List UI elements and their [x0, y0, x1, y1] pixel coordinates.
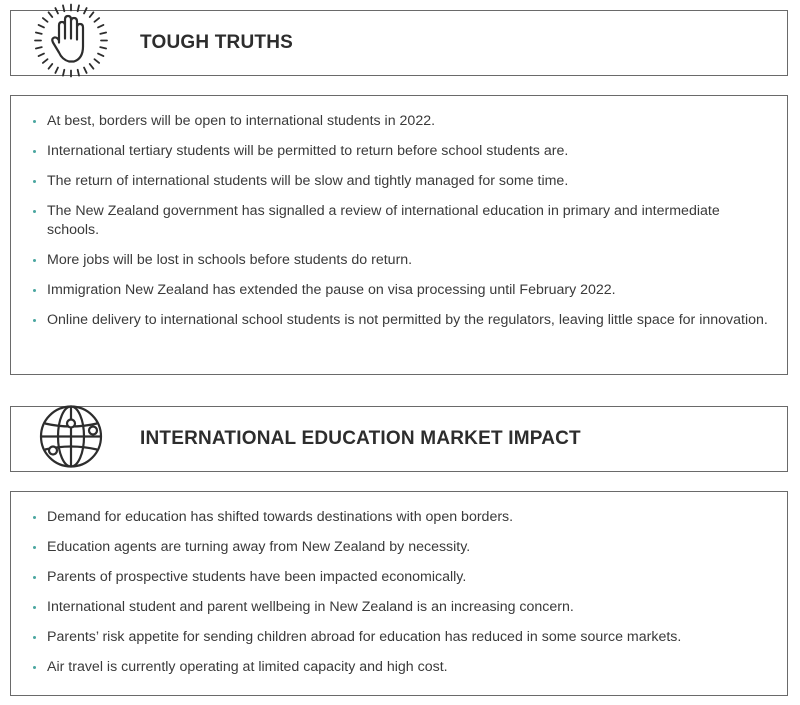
- tough-truths-panel: [10, 95, 788, 375]
- list-item: [37, 251, 773, 270]
- bullet-dot: [33, 666, 36, 669]
- market-impact-panel: [10, 491, 788, 696]
- list-item-text: The return of international students will be slow and tightly managed for some time.: [47, 173, 569, 189]
- bullet-dot: [33, 516, 36, 519]
- list-item: [37, 281, 773, 300]
- bullet-dot: [33, 546, 36, 549]
- bullet-dot: [33, 150, 36, 153]
- list-item: [37, 172, 773, 191]
- list-item-text: International student and parent wellbeing in New Zealand is an increasing concern.: [47, 599, 574, 615]
- list-item-text: Parents’ risk appetite for sending children abroad for education has reduced in some source markets.: [47, 629, 682, 645]
- tough-truths-header: [10, 10, 788, 76]
- list-item-text: At best, borders will be open to international students in 2022.: [47, 113, 436, 129]
- list-item-text: Air travel is currently operating at limited capacity and high cost.: [47, 659, 448, 675]
- list-item-text: Education agents are turning away from New Zealand by necessity.: [47, 539, 471, 555]
- bullet-list: [11, 96, 787, 330]
- list-item: [37, 628, 773, 647]
- list-item-text: Online delivery to international school students is not permitted by the regulators, leaving little space for innovation.: [47, 312, 768, 328]
- bullet-dot: [33, 636, 36, 639]
- list-item-text: International tertiary students will be permitted to return before school students are.: [47, 143, 569, 159]
- list-item-text: More jobs will be lost in schools before students do return.: [47, 252, 413, 268]
- bullet-dot: [33, 120, 36, 123]
- list-item: [37, 568, 773, 587]
- list-item: [37, 112, 773, 131]
- bullet-dot: [33, 289, 36, 292]
- bullet-dot: [33, 606, 36, 609]
- bullet-list: [11, 492, 787, 677]
- raised-hand-icon: [31, 1, 111, 86]
- list-item: [37, 202, 773, 240]
- bullet-dot: [33, 319, 36, 322]
- section-title: TOUGH TRUTHS: [140, 32, 293, 53]
- list-item: [37, 538, 773, 557]
- bullet-dot: [33, 576, 36, 579]
- list-item: [37, 658, 773, 677]
- list-item-text: Parents of prospective students have been impacted economically.: [47, 569, 467, 585]
- globe-network-icon: [31, 397, 111, 482]
- bullet-dot: [33, 210, 36, 213]
- bullet-dot: [33, 259, 36, 262]
- list-item-text: Immigration New Zealand has extended the pause on visa processing until February 2022.: [47, 282, 616, 298]
- list-item: [37, 142, 773, 161]
- bullet-dot: [33, 180, 36, 183]
- section-title: INTERNATIONAL EDUCATION MARKET IMPACT: [140, 428, 581, 449]
- list-item-text: The New Zealand government has signalled a review of international education in primary and intermediate schools.: [47, 203, 720, 238]
- list-item: [37, 598, 773, 617]
- list-item: [37, 311, 773, 330]
- market-impact-header: [10, 406, 788, 472]
- list-item: [37, 508, 773, 527]
- list-item-text: Demand for education has shifted towards destinations with open borders.: [47, 509, 514, 525]
